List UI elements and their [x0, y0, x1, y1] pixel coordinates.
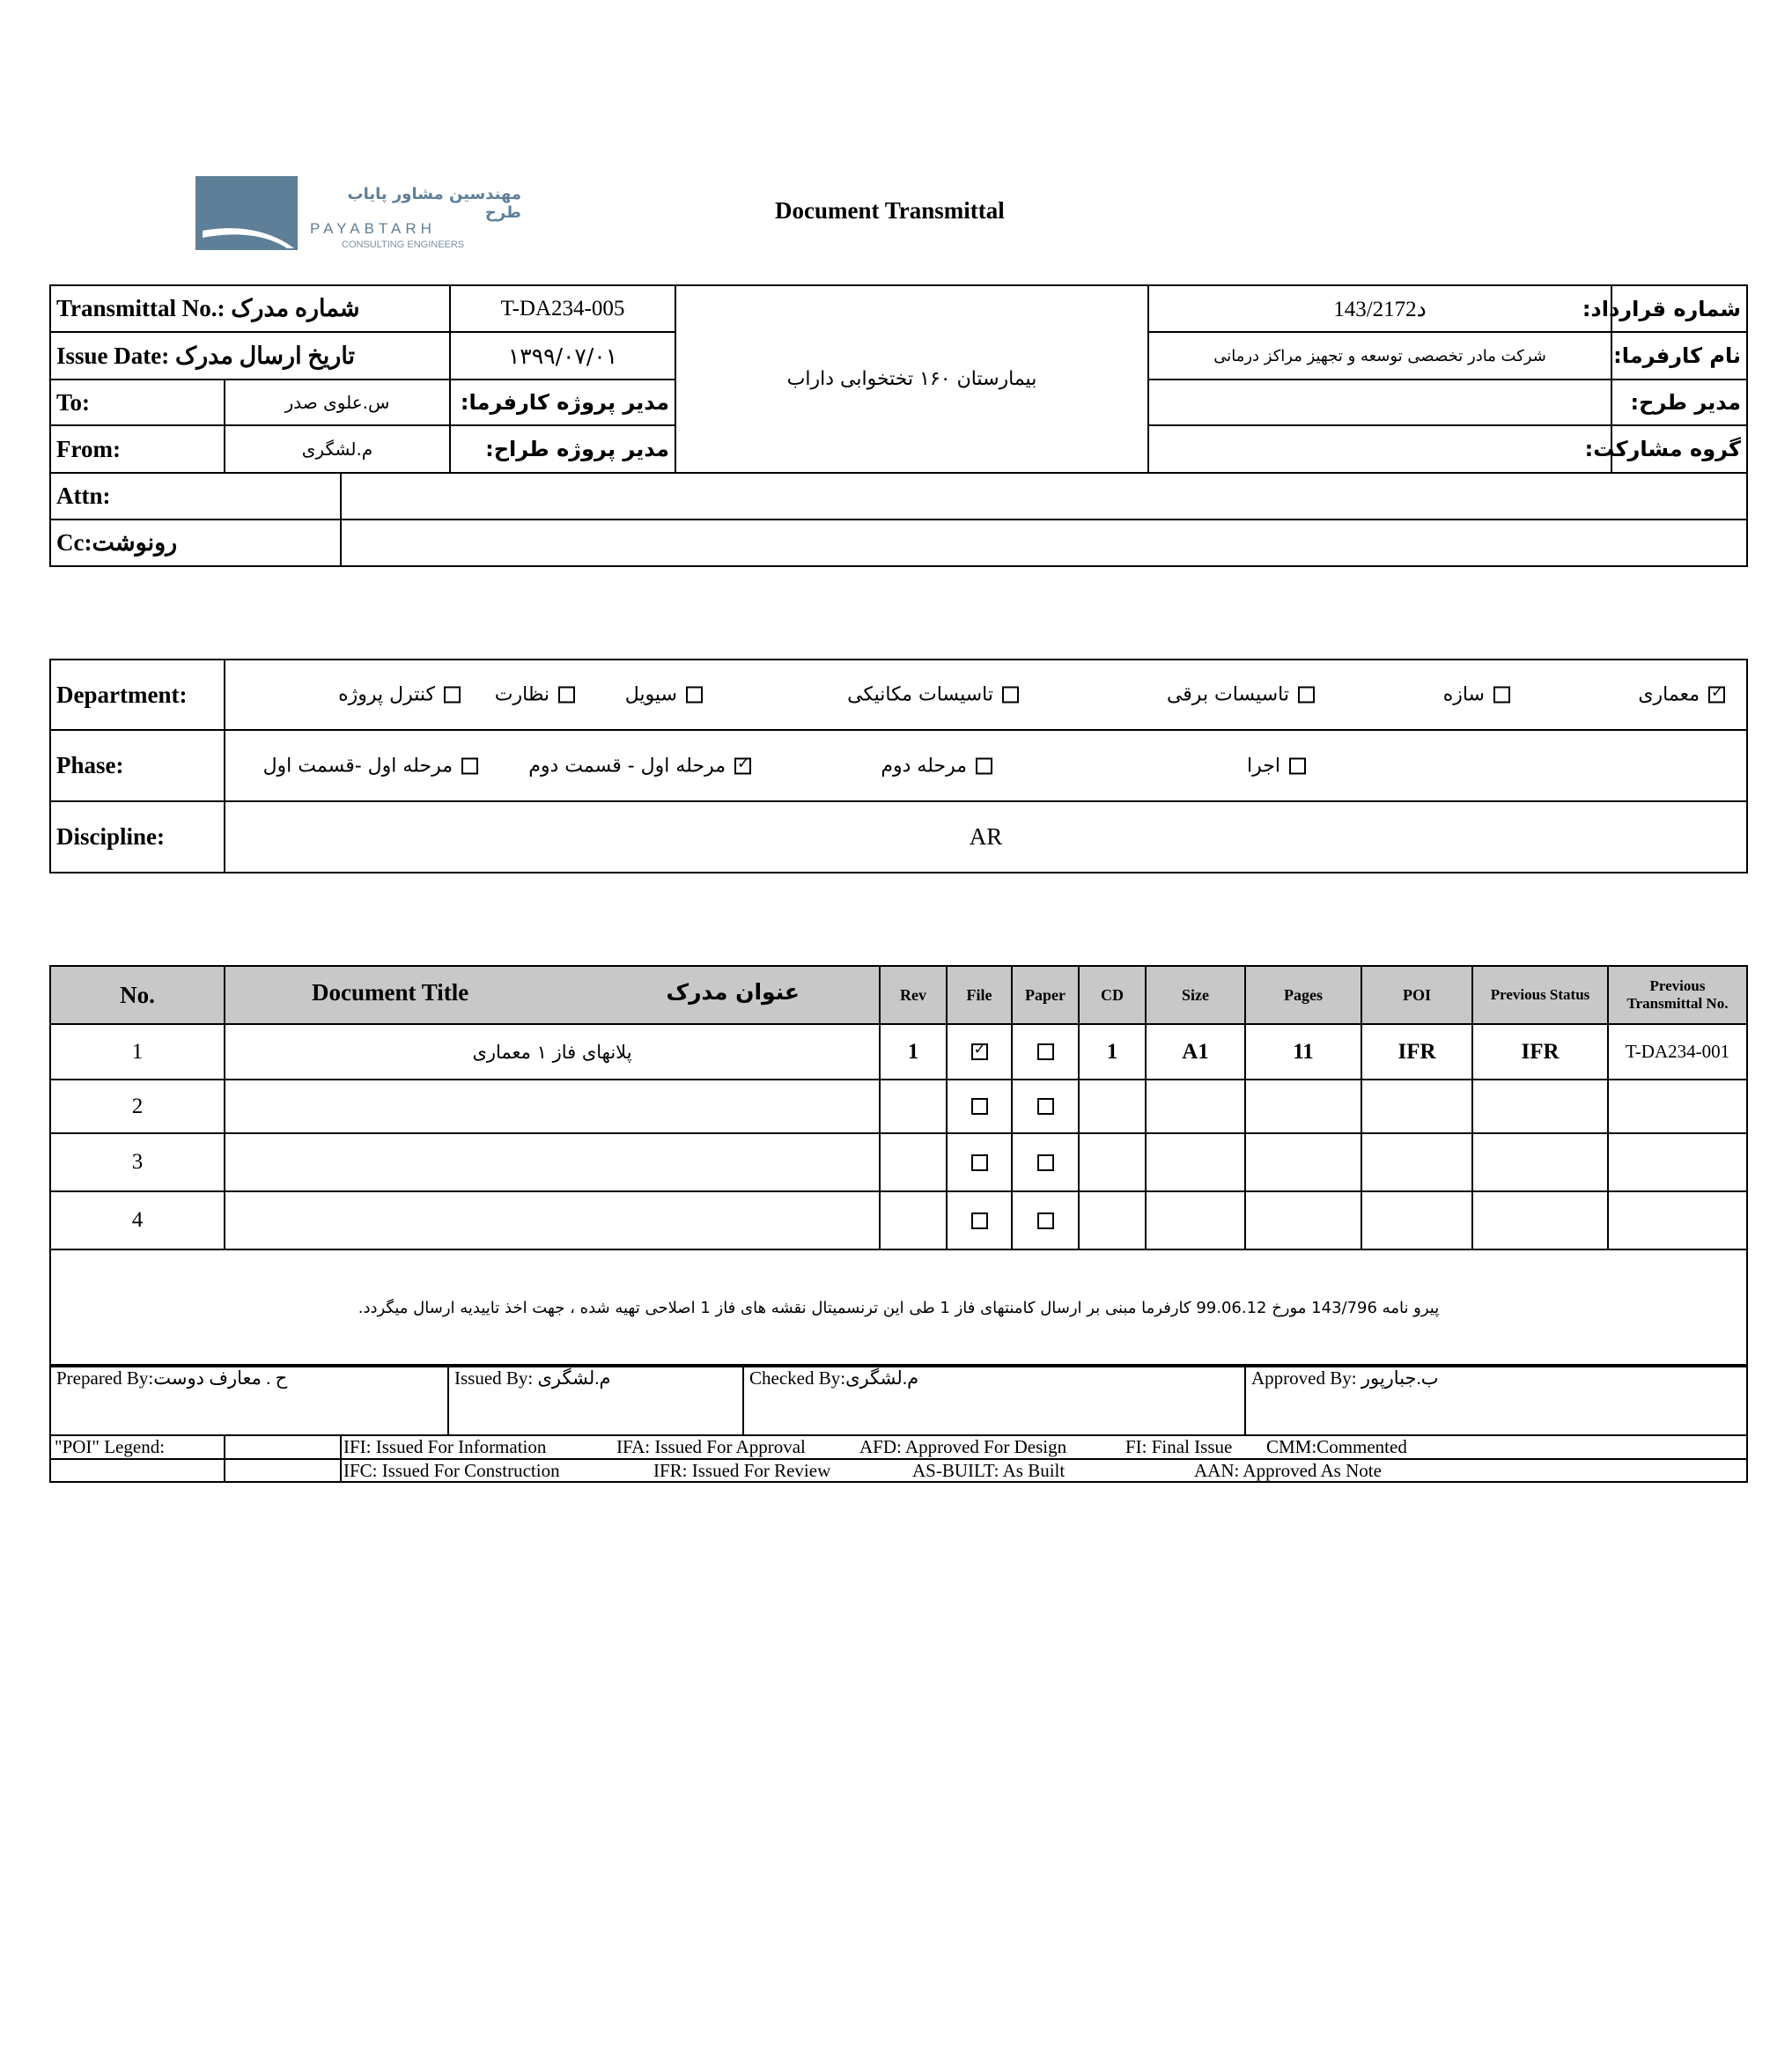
legend-blank-cell: [225, 1459, 341, 1482]
department-options: [225, 660, 1747, 730]
row-rev: 1: [880, 1024, 947, 1080]
row-paper-checkbox[interactable]: [1037, 1212, 1054, 1229]
attn-value: [341, 473, 1747, 520]
phase-option-first-part-one[interactable]: [263, 755, 478, 777]
row-no: 1: [50, 1024, 225, 1080]
row-rev: [880, 1191, 947, 1249]
phase-second-checkbox[interactable]: [976, 757, 992, 774]
dept-option-label: تاسیسات مکانیکی: [847, 683, 993, 706]
legend-item: AS-BUILT: As Built: [912, 1460, 1066, 1481]
legend-item: IFI: Issued For Information: [343, 1436, 547, 1457]
dept-option-label: نظارت: [494, 683, 549, 706]
col-no: No.: [50, 966, 225, 1024]
legend-item: IFC: Issued For Construction: [343, 1460, 560, 1481]
row-poi: IFR: [1361, 1024, 1472, 1080]
phase-option-execution[interactable]: [1247, 755, 1306, 777]
col-file: File: [947, 966, 1012, 1024]
logo-text-fa: مهندسین مشاور پایاب طرح: [347, 185, 521, 222]
row-prev-status: IFR: [1472, 1024, 1608, 1080]
to-value: س.علوی صدر: [225, 380, 450, 425]
phase-first-part-two-checkbox[interactable]: [734, 757, 751, 774]
row-prev-transmittal: [1608, 1080, 1747, 1133]
partner-label: گروه مشارکت:: [1611, 425, 1747, 473]
row-pages: [1245, 1080, 1361, 1133]
row-no: 3: [50, 1133, 225, 1191]
row-cd: [1079, 1080, 1146, 1133]
info-table: [49, 284, 1748, 474]
row-prev-transmittal: T-DA234-001: [1608, 1024, 1747, 1080]
company-logo: [195, 176, 521, 254]
dept-electrical-checkbox[interactable]: [1298, 687, 1315, 704]
row-title: پلانهای فاز ۱ معماری: [225, 1024, 880, 1080]
dept-option-label: کنترل پروژه: [338, 683, 435, 706]
from-value: م.لشگری: [225, 425, 450, 473]
row-rev: [880, 1133, 947, 1191]
signature-table: [49, 1364, 1748, 1436]
legend-item: AAN: Approved As Note: [1194, 1460, 1382, 1481]
col-poi: POI: [1361, 966, 1472, 1024]
logo-text-en: PAYABTARH: [310, 220, 436, 237]
table-row: [50, 1191, 1747, 1249]
dept-option-label: سیویل: [624, 683, 677, 706]
row-poi: [1361, 1191, 1472, 1249]
poi-legend-label: "POI" Legend:: [50, 1435, 225, 1459]
phase-execution-checkbox[interactable]: [1289, 757, 1306, 774]
dept-option-electrical[interactable]: [1167, 684, 1315, 706]
dept-option-structure[interactable]: [1443, 684, 1510, 706]
to-label: To:: [50, 380, 225, 425]
phase-options: [225, 730, 1747, 801]
project-name: بیمارستان ۱۶۰ تختخوابی داراب: [675, 285, 1148, 473]
checked-by: Checked By:م.لشگری: [743, 1365, 1245, 1435]
table-row: [50, 1080, 1747, 1133]
row-paper-checkbox[interactable]: [1037, 1098, 1054, 1115]
row-poi: [1361, 1080, 1472, 1133]
row-cd: 1: [1079, 1024, 1146, 1080]
contract-no-value: 143/2172د: [1148, 285, 1611, 332]
row-prev-transmittal: [1608, 1191, 1747, 1249]
discipline-label: Discipline:: [50, 801, 225, 873]
col-cd: CD: [1079, 966, 1146, 1024]
legend-item: FI: Final Issue: [1125, 1436, 1233, 1457]
col-size: Size: [1146, 966, 1245, 1024]
poi-legend-table: [49, 1434, 1748, 1483]
phase-option-label: مرحله اول - قسمت دوم: [528, 755, 726, 777]
dept-supervision-checkbox[interactable]: [558, 687, 575, 704]
col-previous-status: Previous Status: [1472, 966, 1608, 1024]
phase-first-part-one-checkbox[interactable]: [461, 757, 478, 774]
col-title-en: Document Title: [312, 979, 469, 1006]
dept-civil-checkbox[interactable]: [686, 687, 703, 704]
row-size: [1146, 1133, 1245, 1191]
classification-table: [49, 659, 1748, 873]
dept-option-mechanical[interactable]: [847, 684, 1019, 706]
dept-option-label: معماری: [1638, 683, 1700, 706]
issued-by: Issued By: م.لشگری: [448, 1365, 743, 1435]
table-row: [50, 1133, 1747, 1191]
to-role-label: مدیر پروژه کارفرما:: [450, 380, 675, 425]
dept-option-supervision[interactable]: [495, 684, 575, 706]
dept-option-project-control[interactable]: [338, 684, 461, 706]
issue-date-label: Issue Date: تاریخ ارسال مدرک: [50, 332, 450, 380]
attn-label: Attn:: [50, 473, 341, 520]
documents-table: [49, 965, 1748, 1367]
dept-option-label: سازه: [1442, 683, 1485, 706]
dept-mechanical-checkbox[interactable]: [1002, 687, 1019, 704]
legend-row-2: [341, 1459, 1747, 1482]
row-prev-transmittal: [1608, 1133, 1747, 1191]
legend-row-1: [341, 1435, 1747, 1459]
row-size: [1146, 1080, 1245, 1133]
transmittal-no-value: T-DA234-005: [450, 285, 675, 332]
logo-mark-icon: [195, 176, 298, 250]
phase-option-first-part-two[interactable]: [528, 755, 751, 777]
col-title-fa: عنوان مدرک: [666, 979, 800, 1005]
attn-table: [49, 472, 1748, 567]
row-size: A1: [1146, 1024, 1245, 1080]
cc-value: [341, 520, 1747, 566]
row-cd: [1079, 1133, 1146, 1191]
row-rev: [880, 1080, 947, 1133]
logo-subtitle: CONSULTING ENGINEERS: [342, 240, 465, 250]
row-file-checkbox[interactable]: [971, 1154, 988, 1171]
dept-structure-checkbox[interactable]: [1493, 687, 1510, 704]
row-prev-status: [1472, 1191, 1608, 1249]
page-title: Document Transmittal: [775, 197, 1005, 224]
row-paper-checkbox[interactable]: [1037, 1043, 1054, 1060]
row-prev-status: [1472, 1133, 1608, 1191]
client-label: نام کارفرما:: [1611, 332, 1747, 380]
row-prev-status: [1472, 1080, 1608, 1133]
row-paper-checkbox[interactable]: [1037, 1154, 1054, 1171]
col-rev: Rev: [880, 966, 947, 1024]
row-title: [225, 1191, 880, 1249]
dept-architecture-checkbox[interactable]: [1708, 687, 1725, 704]
legend-item: IFA: Issued For Approval: [616, 1436, 806, 1457]
dept-option-architecture[interactable]: [1638, 684, 1725, 706]
legend-blank-cell: [225, 1435, 341, 1459]
row-pages: 11: [1245, 1024, 1361, 1080]
client-value: شرکت مادر تخصصی توسعه و تجهیز مراکز درمانی: [1148, 332, 1611, 380]
phase-option-second[interactable]: [881, 755, 992, 777]
row-pages: [1245, 1133, 1361, 1191]
transmittal-no-label: Transmittal No.: شماره مدرک: [50, 285, 450, 332]
designer-label: مدیر طرح:: [1611, 380, 1747, 425]
row-title: [225, 1080, 880, 1133]
issue-date-value: ۱۳۹۹/۰۷/۰۱: [450, 332, 675, 380]
row-cd: [1079, 1191, 1146, 1249]
row-title: [225, 1133, 880, 1191]
row-poi: [1361, 1133, 1472, 1191]
phase-label: Phase:: [50, 730, 225, 801]
phase-option-label: اجرا: [1247, 755, 1280, 777]
row-no: 2: [50, 1080, 225, 1133]
dept-option-civil[interactable]: [625, 684, 703, 706]
transmittal-note: پیرو نامه 143/796 مورخ 99.06.12 کارفرما مبنی بر ارسال کامنتهای فاز 1 طی این ترنسمیتال نقشه های فاز 1 اصلاحی تهیه شده ، جهت اخذ تاییدیه ارسال میگردد.: [50, 1249, 1747, 1367]
row-no: 4: [50, 1191, 225, 1249]
col-pages: Pages: [1245, 966, 1361, 1024]
contract-no-label: شماره قرارداد:: [1611, 285, 1747, 332]
from-role-label: مدیر پروژه طراح:: [450, 425, 675, 473]
department-label: Department:: [50, 660, 225, 730]
phase-option-label: مرحله اول -قسمت اول: [262, 755, 453, 777]
col-previous-transmittal: Previous Transmittal No.: [1608, 966, 1747, 1024]
row-file-checkbox[interactable]: [971, 1212, 988, 1229]
prepared-by: Prepared By:ح . معارف دوست: [50, 1365, 448, 1435]
phase-option-label: مرحله دوم: [881, 755, 967, 777]
from-label: From:: [50, 425, 225, 473]
designer-value: [1148, 380, 1611, 425]
row-pages: [1245, 1191, 1361, 1249]
discipline-value: AR: [225, 801, 1747, 873]
dept-option-label: تاسیسات برقی: [1166, 683, 1289, 706]
legend-blank-cell: [50, 1459, 225, 1482]
legend-item: CMM:Commented: [1266, 1436, 1407, 1457]
legend-item: AFD: Approved For Design: [859, 1436, 1067, 1457]
legend-item: IFR: Issued For Review: [653, 1460, 831, 1481]
partner-value: [1148, 425, 1611, 473]
dept-project-control-checkbox[interactable]: [444, 687, 461, 704]
row-size: [1146, 1191, 1245, 1249]
approved-by: Approved By: ب.جبارپور: [1245, 1365, 1747, 1435]
row-file-checkbox[interactable]: [971, 1043, 988, 1060]
table-row: [50, 1024, 1747, 1080]
col-document-title: [225, 966, 880, 1024]
col-paper: Paper: [1012, 966, 1079, 1024]
row-file-checkbox[interactable]: [971, 1098, 988, 1115]
cc-label: Cc:رونوشت: [50, 520, 341, 566]
